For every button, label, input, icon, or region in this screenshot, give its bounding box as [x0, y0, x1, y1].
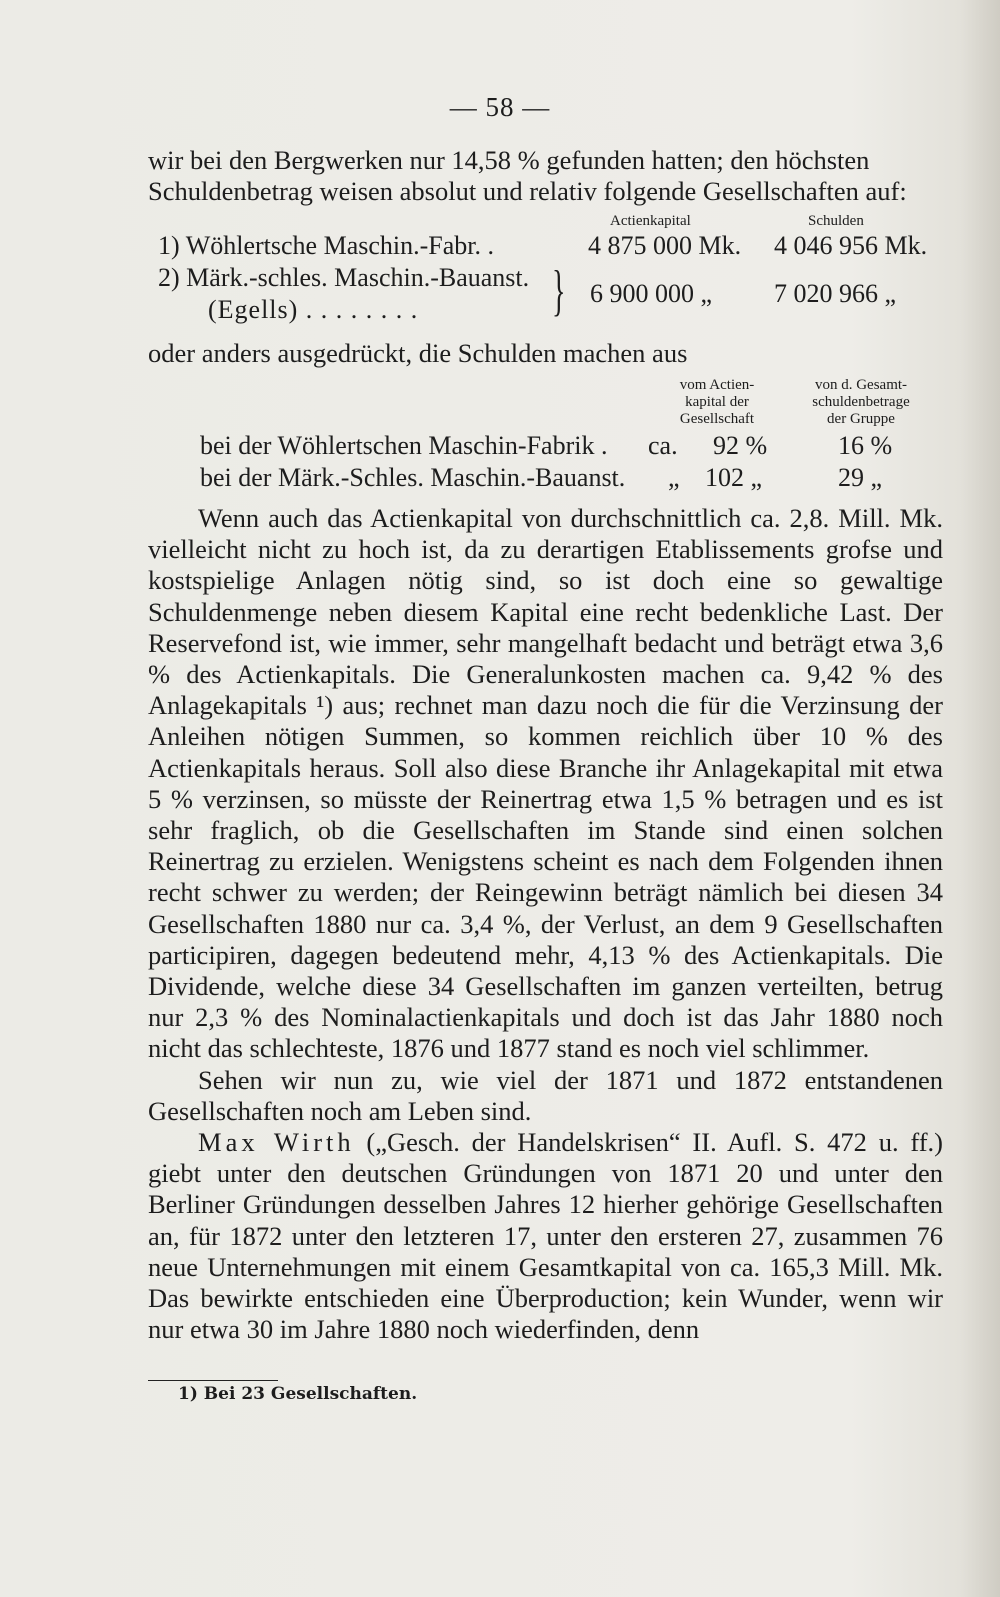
paragraph-2: Sehen wir nun zu, wie viel der 1871 und 1872 entstandenen Gesellschaften noch am Leben sind.	[148, 1064, 943, 1126]
table1-row-1-debt: 4 046 956 Mk.	[774, 231, 928, 260]
table1-row-2-name: 2) Märk.-schles. Maschin.-Bauanst.	[158, 263, 530, 292]
body-text	[148, 503, 943, 1345]
mid-sentence: oder anders ausgedrückt, die Schulden machen aus	[148, 338, 688, 368]
share-header-capital-line-2: kapital der	[685, 394, 749, 410]
intro-line-1: wir bei den Bergwerken nur 14,58 % gefunden hatten; den höchsten	[148, 145, 870, 175]
intro-line-2: Schuldenbetrag weisen absolut und relativ folgende Gesellschaften auf:	[148, 176, 907, 207]
table1-row-1-name: 1) Wöhlertsche Maschin.-Fabr. .	[158, 231, 494, 260]
table2-row-2-debt-share: 29 „	[838, 463, 883, 492]
share-table	[148, 377, 943, 507]
table1-row-2-name-cont: (Egells) . . . . . . . .	[208, 295, 419, 324]
debt-table	[148, 213, 943, 343]
intro-text	[148, 145, 943, 207]
debt-header: Schulden	[808, 213, 864, 229]
table1-row-2-debt: 7 020 966 „	[774, 279, 897, 308]
share-header-capital-line-3: Gesellschaft	[679, 411, 755, 427]
page-number: — 58 —	[449, 92, 551, 122]
brace-symbol: }	[552, 260, 566, 322]
table1-row-2-capital: 6 900 000 „	[590, 279, 713, 308]
capital-header: Actienkapital	[610, 213, 691, 229]
share-header-debt	[786, 377, 936, 428]
author-name: Max Wirth	[198, 1127, 355, 1158]
table2-row-2-capital-share: 102 „	[705, 463, 763, 492]
table2-row-1-prefix: ca.	[648, 431, 678, 460]
table2-row-2-name: bei der Märk.-Schles. Maschin.-Bauanst.	[200, 463, 626, 492]
share-header-capital	[662, 377, 772, 428]
share-header-debt-line-2: schuldenbetrage	[812, 394, 910, 410]
paragraph-3-text: („Gesch. der Handelskrisen“ II. Aufl. S. 472 u. ff.) giebt unter den deutschen Gründungen von 1871 20 und unter den Berliner Gründungen desselben Jahres 12 hierher gehörige Gesellschaften an, für 1872 unter den letzteren 17, unter den ersteren 27, zusammen 76 neue Unternehmungen mit einem Gesamtkapital von ca. 165,3 Mill. Mk. Das bewirkte entschieden eine Überproduction; kein Wunder, wenn wir nur etwa 30 im Jahre 1880 noch wiederfinden, denn	[148, 1127, 943, 1345]
paragraph-1: Wenn auch das Actienkapital von durchschnittlich ca. 2,8. Mill. Mk. vielleicht nicht zu hoch ist, da zu derartigen Etablissements grofse und kostspielige Anlagen nötig sind, so ist doch eine so gewaltige Schuldenmenge neben diesem Kapital eine recht bedenkliche Last. Der Reservefond ist, wie immer, sehr mangelhaft bedacht und beträgt etwa 3,6 % des Actienkapitals. Die Generalunkosten machen ca. 9,42 % des Anlagekapitals ¹) aus; rechnet man dazu noch die für die Verzinsung der Anleihen nötigen Summen, so kommen reichlich über 10 % des Actienkapitals heraus. Soll also diese Branche ihr Anlagekapital mit etwa 5 % verzinsen, so müsste der Reinertrag etwa 1,5 % betragen und es ist sehr fraglich, ob die Gesellschaften im Stande sind einen solchen Reinertrag zu erzielen. Wenigstens scheint es nach dem Folgenden ihnen recht schwer zu werden; der Reingewinn beträgt nämlich bei diesen 34 Gesellschaften 1880 nur ca. 3,4 %, der Verlust, an dem 9 Gesellschaften participiren, dagegen bedeutend mehr, 4,13 % des Actienkapitals. Die Dividende, welche diese 34 Gesellschaften im ganzen verteilten, betrug nur 2,3 % des Nominalactienkapitals und doch ist das Jahr 1880 noch nicht das schlechteste, 1876 und 1877 stand es noch viel schlimmer.	[148, 503, 943, 1064]
table2-row-1-capital-share: 92 %	[713, 431, 768, 460]
mid-sentence-block	[148, 338, 943, 369]
share-header-debt-line-3: der Gruppe	[827, 411, 895, 427]
share-header-capital-line-1: vom Actien-	[679, 377, 755, 393]
share-header-debt-line-1: von d. Gesamt-	[814, 377, 908, 393]
footnote: 1) Bei 23 Gesellschaften.	[178, 1384, 418, 1404]
table2-row-1-debt-share: 16 %	[838, 431, 893, 460]
table2-row-1-name: bei der Wöhlertschen Maschin-Fabrik .	[200, 431, 608, 460]
footnote-divider	[148, 1380, 278, 1381]
table1-row-1-capital: 4 875 000 Mk.	[588, 231, 742, 260]
table2-row-2-prefix: „	[668, 463, 680, 492]
paragraph-3	[148, 1127, 943, 1345]
